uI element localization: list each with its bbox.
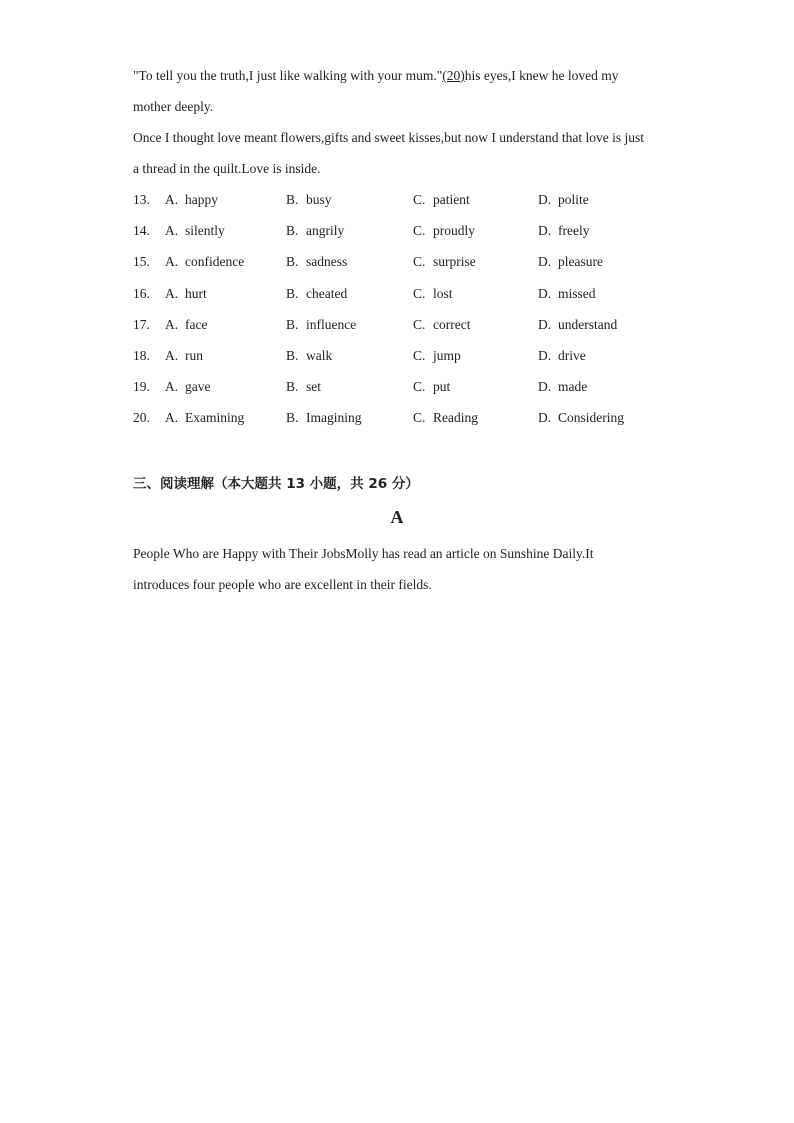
option-choice — [165, 192, 218, 208]
blank-20: (20) — [442, 68, 465, 83]
option-letter: A. — [165, 410, 179, 426]
passage-paragraph-1 — [133, 60, 653, 122]
option-choice — [286, 348, 332, 364]
option-choice — [165, 379, 210, 395]
question-row — [133, 280, 673, 311]
option-text: cheated — [306, 285, 348, 301]
option-text: proudly — [433, 223, 475, 239]
option-text: silently — [185, 223, 225, 239]
option-choice — [538, 254, 603, 270]
question-number: 19. — [133, 379, 150, 395]
option-letter: C. — [413, 379, 426, 395]
option-letter: C. — [413, 316, 426, 332]
option-choice — [413, 379, 450, 395]
option-choice — [413, 317, 470, 333]
option-letter: B. — [286, 254, 299, 270]
option-text: gave — [185, 379, 211, 395]
option-letter: C. — [413, 285, 426, 301]
option-letter: C. — [413, 192, 426, 207]
option-text: freely — [558, 223, 590, 239]
option-text: polite — [558, 192, 589, 207]
option-text: put — [433, 379, 451, 395]
option-choice — [165, 254, 244, 270]
option-choice — [538, 348, 586, 364]
option-letter: A. — [165, 347, 179, 363]
question-row — [133, 342, 673, 373]
question-number: 16. — [133, 285, 150, 301]
option-text: angrily — [306, 223, 345, 239]
option-text: walk — [306, 347, 333, 363]
section-heading: 三、阅读理解（本大题共 13 小题，共 26 分） — [133, 476, 419, 492]
option-letter: B. — [286, 379, 299, 395]
option-text: run — [185, 347, 203, 363]
option-letter: A. — [165, 254, 179, 270]
option-choice — [413, 286, 453, 302]
question-number: 13. — [133, 192, 150, 207]
option-choice — [538, 410, 624, 426]
option-letter: D. — [538, 254, 552, 270]
option-letter: C. — [413, 347, 426, 363]
option-choice — [413, 410, 478, 426]
option-text: set — [306, 379, 321, 395]
question-row — [133, 404, 673, 435]
option-letter: D. — [538, 316, 552, 332]
option-choice — [413, 192, 470, 208]
option-text: sadness — [306, 254, 348, 270]
option-letter: C. — [413, 254, 426, 270]
option-text: made — [558, 379, 588, 395]
option-text: patient — [433, 192, 470, 207]
option-text: happy — [185, 192, 218, 207]
option-choice — [286, 410, 362, 426]
option-choice — [165, 348, 203, 364]
option-text: missed — [558, 285, 596, 301]
option-letter: A. — [165, 192, 179, 207]
option-choice — [286, 286, 347, 302]
option-choice — [538, 379, 587, 395]
option-text: jump — [433, 347, 461, 363]
option-choice — [538, 286, 596, 302]
option-letter: D. — [538, 347, 552, 363]
question-row — [133, 373, 673, 404]
option-letter: A. — [165, 379, 179, 395]
option-choice — [286, 254, 347, 270]
option-letter: B. — [286, 223, 299, 239]
option-choice — [286, 192, 332, 208]
option-letter: B. — [286, 192, 299, 207]
option-text: Examining — [185, 410, 245, 426]
question-row — [133, 248, 673, 279]
question-number: 14. — [133, 223, 150, 239]
option-choice — [413, 223, 475, 239]
options-table — [133, 186, 673, 436]
option-text: Considering — [558, 410, 624, 426]
option-text: surprise — [433, 254, 476, 270]
quote-continuation: his eyes,I knew he loved my mother deeply. — [133, 68, 619, 114]
option-letter: C. — [413, 223, 426, 239]
option-letter: B. — [286, 285, 299, 301]
option-letter: D. — [538, 223, 552, 239]
passage-paragraph-2: Once I thought love meant flowers,gifts and sweet kisses,but now I understand that love is just a thread in the quilt.Love is inside. — [133, 130, 645, 176]
option-choice — [413, 348, 461, 364]
option-choice — [413, 254, 476, 270]
option-choice — [165, 223, 225, 239]
option-letter: D. — [538, 285, 552, 301]
option-text: Reading — [433, 410, 478, 426]
option-text: face — [185, 316, 208, 332]
option-choice — [538, 192, 589, 208]
question-number: 20. — [133, 410, 150, 426]
option-text: understand — [558, 316, 618, 332]
quote-text: "To tell you the truth,I just like walking with your mum." — [133, 68, 443, 83]
question-row — [133, 217, 673, 248]
section-title: A — [390, 507, 404, 527]
option-choice — [165, 410, 244, 426]
option-text: correct — [433, 316, 471, 332]
option-letter: A. — [165, 316, 179, 332]
option-letter: D. — [538, 192, 552, 207]
option-choice — [165, 317, 207, 333]
option-choice — [538, 317, 617, 333]
option-text: lost — [433, 285, 453, 301]
option-choice — [538, 223, 589, 239]
question-number: 18. — [133, 347, 150, 363]
option-choice — [286, 379, 321, 395]
option-choice — [165, 286, 207, 302]
option-letter: B. — [286, 410, 299, 426]
option-letter: C. — [413, 410, 426, 426]
option-letter: A. — [165, 285, 179, 301]
question-row — [133, 186, 673, 217]
option-letter: B. — [286, 316, 299, 332]
option-letter: B. — [286, 347, 299, 363]
option-text: confidence — [185, 254, 245, 270]
option-letter: D. — [538, 410, 552, 426]
option-letter: D. — [538, 379, 552, 395]
option-letter: A. — [165, 223, 179, 239]
option-text: pleasure — [558, 254, 603, 270]
option-text: influence — [306, 316, 357, 332]
section-intro: People Who are Happy with Their JobsMolly has read an article on Sunshine Daily.It introduces four people who are excellent in their fields. — [133, 546, 594, 592]
question-row — [133, 311, 673, 342]
option-text: drive — [558, 347, 586, 363]
question-number: 15. — [133, 254, 150, 270]
option-text: hurt — [185, 285, 207, 301]
option-text: Imagining — [306, 410, 362, 426]
option-choice — [286, 317, 356, 333]
question-number: 17. — [133, 316, 150, 332]
option-text: busy — [306, 192, 332, 207]
option-choice — [286, 223, 344, 239]
